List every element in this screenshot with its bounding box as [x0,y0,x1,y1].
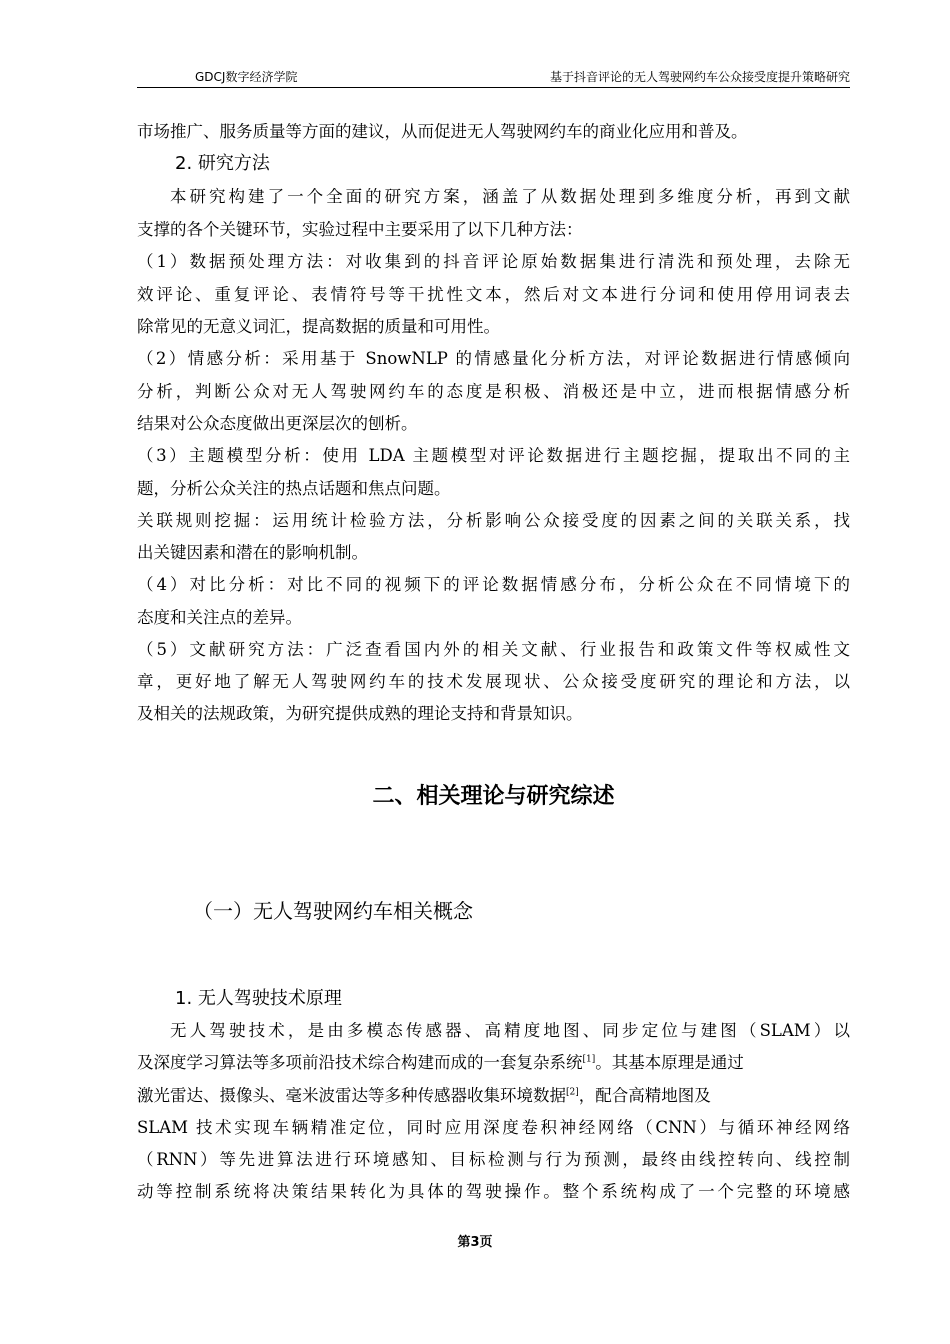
paragraph-line: 结果对公众态度做出更深层次的刨析。 [137,414,418,433]
section-title: （一）无人驾驶网约车相关概念 [193,899,473,923]
heading-research-methods: 2. 研究方法 [175,153,270,174]
heading-tech-principles: 1. 无人驾驶技术原理 [175,988,342,1009]
paragraph-line: 效评论、重复评论、表情符号等干扰性文本，然后对文本进行分词和使用停用词表去 [137,285,850,304]
running-header [137,66,850,88]
paragraph-line: 分析，判断公众对无人驾驶网约车的态度是积极、消极还是中立，进而根据情感分析 [137,382,850,401]
page-number: 第3页 [457,1235,493,1250]
text-run: ，配合高精地图及 [578,1086,711,1105]
paragraph-line [137,1084,850,1108]
paragraph-line: 章，更好地了解无人驾驶网约车的技术发展现状、公众接受度研究的理论和方法，以 [137,672,850,691]
paragraph-line: 态度和关注点的差异。 [137,608,302,627]
paragraph-line: （5）文献研究方法：广泛查看国内外的相关文献、行业报告和政策文件等权威性文 [137,640,850,659]
citation-ref: [1] [582,1054,596,1065]
paragraph-line: 动等控制系统将决策结果转化为具体的驾驶操作。整个系统构成了一个完整的环境感 [137,1182,850,1201]
text-run: 。其基本原理是通过 [595,1053,744,1072]
paragraph-line: （2）情感分析：采用基于 SnowNLP 的情感量化分析方法，对评论数据进行情感倾向 [137,349,850,368]
paragraph-line: SLAM 技术实现车辆精准定位，同时应用深度卷积神经网络（CNN）与循环神经网络 [137,1118,850,1137]
paragraph-line: （4）对比分析：对比不同的视频下的评论数据情感分布，分析公众在不同情境下的 [137,575,850,594]
citation-ref: [2] [566,1087,579,1098]
paragraph-line: 出关键因素和潜在的影响机制。 [137,543,368,562]
paragraph-line: 及相关的法规政策，为研究提供成熟的理论支持和背景知识。 [137,704,583,723]
paragraph-line: （RNN）等先进算法进行环境感知、目标检测与行为预测，最终由线控转向、线控制 [137,1150,850,1169]
paragraph-line: 除常见的无意义词汇，提高数据的质量和可用性。 [137,317,500,336]
paragraph-line: 支撑的各个关键环节，实验过程中主要采用了以下几种方法： [137,220,583,239]
header-rule [137,87,850,88]
paragraph-line: 题，分析公众关注的热点话题和焦点问题。 [137,479,451,498]
paragraph-line: （3）主题模型分析：使用 LDA 主题模型对评论数据进行主题挖掘，提取出不同的主 [137,446,850,465]
paragraph-line: 无人驾驶技术，是由多模态传感器、高精度地图、同步定位与建图（SLAM）以 [170,1021,850,1040]
chapter-title: 二、相关理论与研究综述 [372,784,615,809]
paragraph-line: 关联规则挖掘：运用统计检验方法，分析影响公众接受度的因素之间的关联关系，找 [137,511,850,530]
paragraph-line: 市场推广、服务质量等方面的建议，从而促进无人驾驶网约车的商业化应用和普及。 [137,122,748,141]
text-run: 激光雷达、摄像头、毫米波雷达等多种传感器收集环境数据 [137,1086,566,1105]
paragraph-line: （1）数据预处理方法：对收集到的抖音评论原始数据集进行清洗和预处理，去除无 [137,252,850,271]
paragraph-line [137,1051,850,1075]
header-institution: GDCJ数字经济学院 [195,70,298,84]
header-title: 基于抖音评论的无人驾驶网约车公众接受度提升策略研究 [549,70,850,84]
paragraph-line: 本研究构建了一个全面的研究方案，涵盖了从数据处理到多维度分析，再到文献 [170,187,850,206]
text-run: 及深度学习算法等多项前沿技术综合构建而成的一套复杂系统 [137,1053,583,1072]
